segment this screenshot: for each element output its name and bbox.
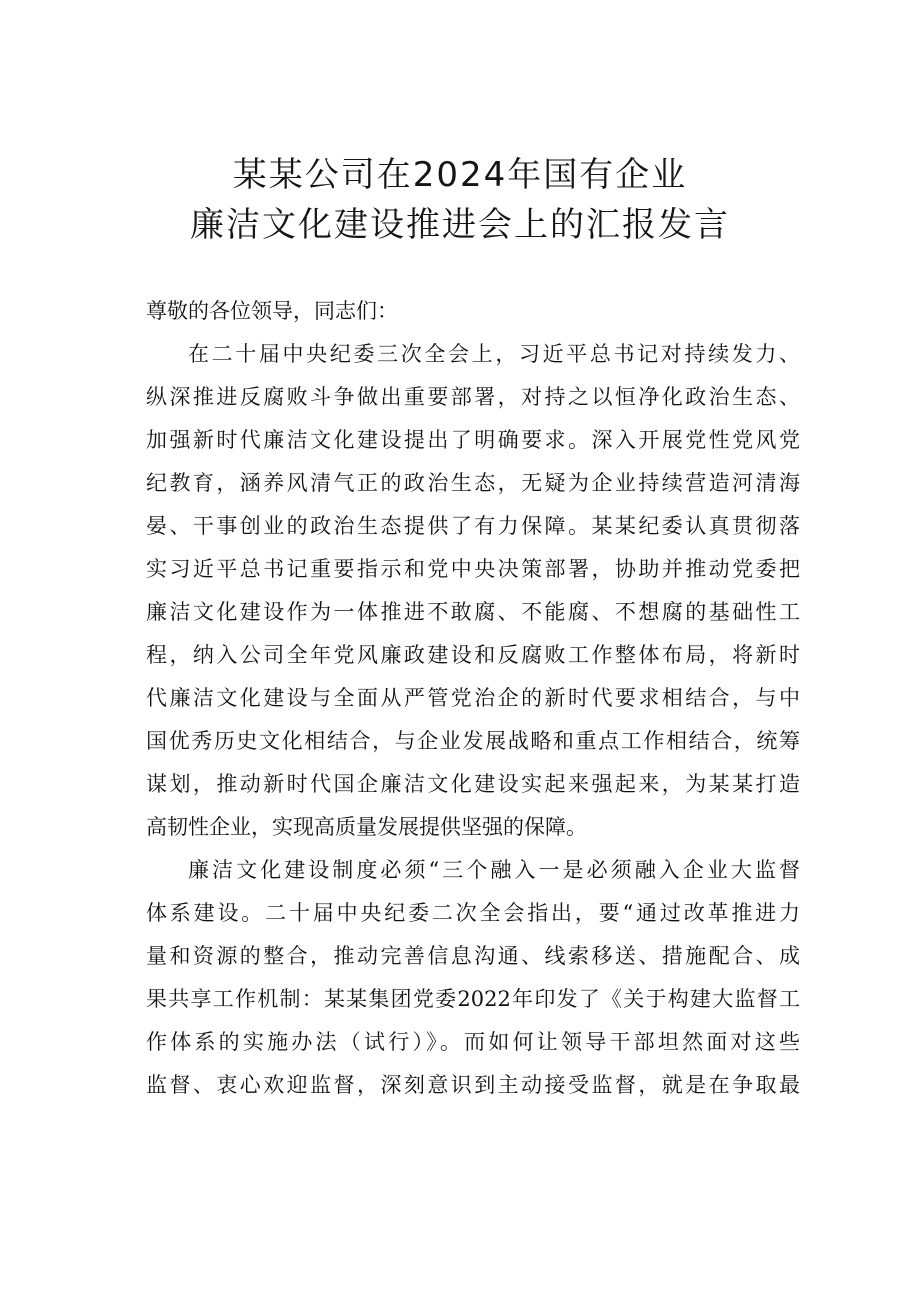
paragraph-line: 程，纳入公司全年党风廉政建设和反腐败工作整体布局，将新时 [146, 643, 800, 667]
paragraph-line: 廉洁文化建设作为一体推进不敢腐、不能腐、不想腐的基础性工 [146, 600, 800, 624]
salutation: 尊敬的各位领导，同志们： [146, 299, 398, 323]
title-line: 某某公司在2024年国有企业 [232, 155, 688, 195]
paragraph-2 [146, 849, 800, 1107]
paragraph-line: 谋划，推动新时代国企廉洁文化建设实起来强起来，为某某打造 [146, 772, 800, 796]
paragraph-line: 量和资源的整合，推动完善信息沟通、线索移送、措施配合、成 [146, 944, 800, 968]
paragraph-line: 监督、衷心欢迎监督，深刻意识到主动接受监督，就是在争取最 [146, 1073, 800, 1097]
paragraph-line: 纪教育，涵养风清气正的政治生态，无疑为企业持续营造河清海 [146, 471, 800, 495]
paragraph-line: 作体系的实施办法（试行）》。而如何让领导干部坦然面对这些 [146, 1030, 800, 1054]
paragraph-1 [146, 333, 800, 849]
document-title [0, 150, 920, 250]
paragraph-line: 体系建设。二十届中央纪委二次全会指出，要“通过改革推进力 [146, 901, 800, 925]
paragraph-line: 国优秀历史文化相结合，与企业发展战略和重点工作相结合，统筹 [146, 729, 800, 753]
paragraph-line: 纵深推进反腐败斗争做出重要部署，对持之以恒净化政治生态、 [146, 385, 800, 409]
paragraph-line: 实习近平总书记重要指示和党中央决策部署，协助并推动党委把 [146, 557, 800, 581]
title-line: 廉洁文化建设推进会上的汇报发言 [190, 205, 730, 245]
document-body [146, 290, 800, 1107]
paragraph-line: 在二十届中央纪委三次全会上，习近平总书记对持续发力、 [188, 342, 800, 366]
paragraph-line: 果共享工作机制：某某集团党委2022年印发了《关于构建大监督工 [146, 987, 800, 1011]
paragraph-line: 晏、干事创业的政治生态提供了有力保障。某某纪委认真贯彻落 [146, 514, 800, 538]
paragraph-line: 加强新时代廉洁文化建设提出了明确要求。深入开展党性党风党 [146, 428, 800, 452]
paragraph-line: 高韧性企业，实现高质量发展提供坚强的保障。 [146, 815, 587, 839]
paragraph-line: 廉洁文化建设制度必须“三个融入一是必须融入企业大监督 [188, 858, 800, 882]
paragraph-line: 代廉洁文化建设与全面从严管党治企的新时代要求相结合，与中 [146, 686, 800, 710]
